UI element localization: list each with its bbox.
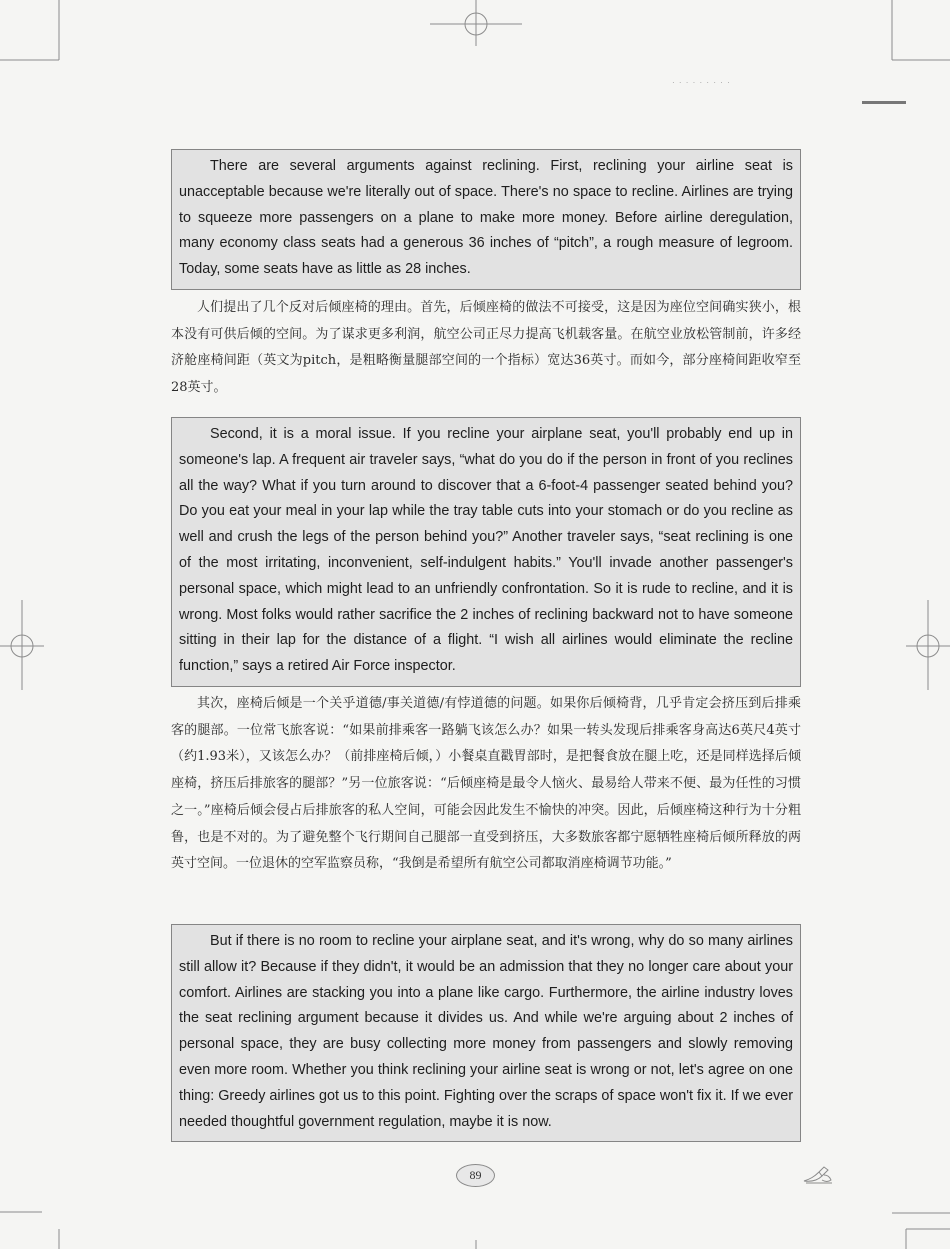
page-number: 89 <box>456 1164 495 1187</box>
pen-icon <box>802 1163 834 1185</box>
registration-mark-left <box>0 600 44 690</box>
chinese-translation-1: 人们提出了几个反对后倾座椅的理由。首先，后倾座椅的做法不可接受，这是因为座位空间确实狭小，根本没有可供后倾的空间。为了谋求更多利润，航空公司正尽力提高飞机载客量。在航空业放松管制前，许多经济舱座椅间距（英文为pitch，是粗略衡量腿部空间的一个指标）宽达36英寸。而如今，部分座椅间距收窄至28英寸。 <box>171 300 801 396</box>
corner-tab-bar <box>862 101 906 104</box>
english-passage-2: Second, it is a moral issue. If you recline your airplane seat, you'll probably end up in someone's lap. A frequent air traveler says, “what do you do if the person in front of you reclines all the way? What if you turn around to discover that a 6-foot-4 passenger seated behind you? Do you eat your meal in your lap while the tray table cuts into your stomach or do you recline as well and crush the legs of the person behind you?” Another traveler says, “seat reclining is one of the most irritating, inconvenient, self-indulgent habits.” You'll invade another passenger's personal space, which might lead to an unfriendly confrontation. So it is rude to recline, and it is wrong. Most folks would rather sacrifice the 2 inches of reclining backward not to have someone sitting in their lap for the distance of a flight. “I wish all airlines would eliminate the recline function,” says a retired Air Force inspector. <box>171 417 801 687</box>
crop-mark-bottom-left <box>0 1212 59 1249</box>
crop-mark-top-right <box>892 0 950 60</box>
crop-mark-bottom-right <box>892 1213 950 1249</box>
english-passage-3: But if there is no room to recline your airplane seat, and it's wrong, why do so many airlines still allow it? Because if they didn't, it would be an admission that they no longer care about your comfort. Airlines are stacking you into a plane like cargo. Furthermore, the airline industry loves the seat reclining argument because it divides us. And while we're arguing about 2 inches of personal space, they are busy collecting more money from passengers and slowly removing even more room. Whether you think reclining your airline seat is wrong or not, let's agree on one thing: Greedy airlines got us to this point. Fighting over the scraps of space won't fix it. If we ever needed thoughtful government regulation, maybe it is now. <box>171 924 801 1142</box>
english-passage-1: There are several arguments against reclining. First, reclining your airline seat is unacceptable because we're literally out of space. There's no space to recline. Airlines are trying to squeeze more passengers on a plane to make more money. Before airline deregulation, many economy class seats had a generous 36 inches of “pitch”, a rough measure of legroom. Today, some seats have as little as 28 inches. <box>171 149 801 290</box>
registration-mark-top <box>430 0 522 46</box>
chinese-translation-2: 其次，座椅后倾是一个关乎道德/事关道德/有悖道德的问题。如果你后倾椅背，几乎肯定会挤压到后排乘客的腿部。一位常飞旅客说：“如果前排乘客一路躺飞该怎么办？如果一转头发现后排乘客身高达6英尺4英寸（约1.93米），又该怎么办？（前排座椅后倾，）小餐桌直戳胃部时，是把餐食放在腿上吃，还是同样选择后倾座椅，挤压后排旅客的腿部？”另一位旅客说：“后倾座椅是最令人恼火、最易给人带来不便、最为任性的习惯之一。”座椅后倾会侵占后排旅客的私人空间，可能会因此发生不愉快的冲突。因此，后倾座椅这种行为十分粗鲁，也是不对的。为了避免整个飞行期间自己腿部一直受到挤压，大多数旅客都宁愿牺牲座椅后倾所释放的两英寸空间。一位退休的空军监察员称，“我倒是希望所有航空公司都取消座椅调节功能。” <box>171 696 801 872</box>
running-head: · · · · · · · · · <box>672 78 731 87</box>
registration-mark-right <box>906 600 950 690</box>
crop-mark-top-left <box>0 0 59 60</box>
